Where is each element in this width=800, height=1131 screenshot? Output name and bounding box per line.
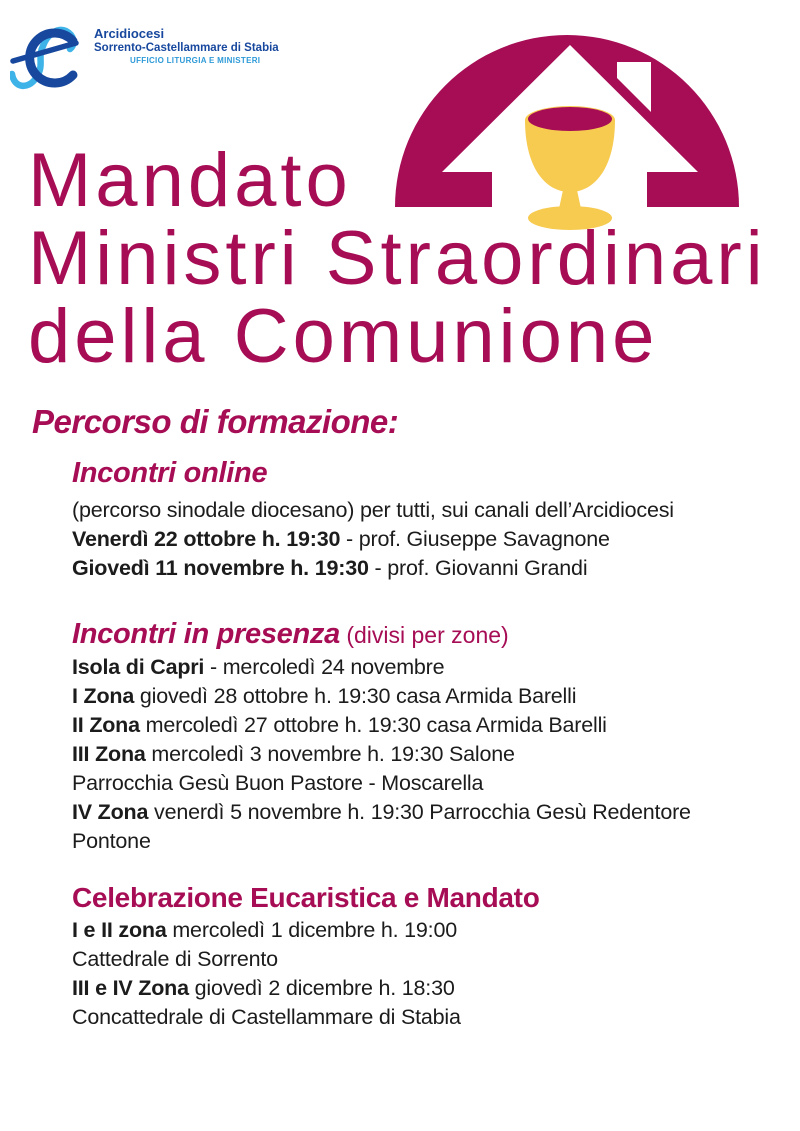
event-location: Pontone: [72, 829, 151, 853]
logo-org-name-line1: Arcidiocesi: [94, 26, 165, 41]
zone-label: I Zona: [72, 684, 135, 708]
event-details: - mercoledì 24 novembre: [204, 655, 445, 679]
subsection-heading-incontri-presenza: [72, 616, 774, 653]
event-details: venerdì 5 novembre h. 19:30 Parrocchia Gesù Redentore: [148, 800, 691, 824]
event-details: - prof. Giuseppe Savagnone: [340, 527, 610, 551]
zone-label: II Zona: [72, 713, 140, 737]
page-title-line3: della Comunione: [28, 294, 659, 379]
event-location: Parrocchia Gesù Buon Pastore - Moscarella: [72, 771, 484, 795]
event-details: mercoledì 1 dicembre h. 19:00: [166, 918, 457, 942]
diocese-swirl-logo-icon: [10, 14, 90, 96]
presenza-event-capri: [72, 653, 774, 682]
diocese-logo-text: [94, 26, 279, 66]
presenza-event-zona-4: [72, 798, 774, 856]
diocese-logo: [10, 12, 279, 107]
presenza-event-zona-2: [72, 711, 774, 740]
celebrazione-event-2: [72, 974, 774, 1032]
event-place: Isola di Capri: [72, 655, 205, 679]
online-event-1: [72, 525, 774, 554]
page-title-line2: Ministri Straordinari: [28, 216, 767, 301]
subsection-heading-celebrazione: Celebrazione Eucaristica e Mandato: [72, 882, 540, 913]
event-details: mercoledì 3 novembre h. 19:30 Salone: [145, 742, 515, 766]
formazione-body: [72, 455, 774, 1032]
event-details: giovedì 2 dicembre h. 18:30: [188, 976, 455, 1000]
zone-label: IV Zona: [72, 800, 149, 824]
event-details: giovedì 28 ottobre h. 19:30 casa Armida Barelli: [134, 684, 577, 708]
celebrazione-event-1: [72, 916, 774, 974]
page-title: [28, 138, 767, 379]
online-event-2: [72, 554, 774, 583]
event-location: Cattedrale di Sorrento: [72, 947, 278, 971]
event-details: mercoledì 27 ottobre h. 19:30 casa Armida Barelli: [139, 713, 607, 737]
heading-note: (divisi per zone): [339, 622, 509, 648]
event-location: Concattedrale di Castellammare di Stabia: [72, 1005, 461, 1029]
subsection-heading-incontri-online: Incontri online: [72, 457, 268, 489]
zone-label: I e II zona: [72, 918, 167, 942]
online-intro: (percorso sinodale diocesano) per tutti, sui canali dell’Arcidiocesi: [72, 498, 674, 522]
event-details: - prof. Giovanni Grandi: [368, 556, 588, 580]
section-heading-formazione: Percorso di formazione:: [32, 403, 399, 440]
zone-label: III e IV Zona: [72, 976, 189, 1000]
flyer-content: [32, 394, 774, 1032]
page-title-line1: Mandato: [28, 138, 352, 223]
event-date: Giovedì 11 novembre h. 19:30: [72, 556, 369, 580]
logo-org-name-line2: Sorrento-Castellammare di Stabia: [94, 42, 279, 54]
heading-text: Incontri in presenza: [72, 618, 340, 650]
presenza-event-zona-1: [72, 682, 774, 711]
logo-office-line: UFFICIO LITURGIA E MINISTERI: [130, 56, 261, 65]
event-date: Venerdì 22 ottobre h. 19:30: [72, 527, 341, 551]
zone-label: III Zona: [72, 742, 146, 766]
presenza-event-zona-3: [72, 740, 774, 798]
